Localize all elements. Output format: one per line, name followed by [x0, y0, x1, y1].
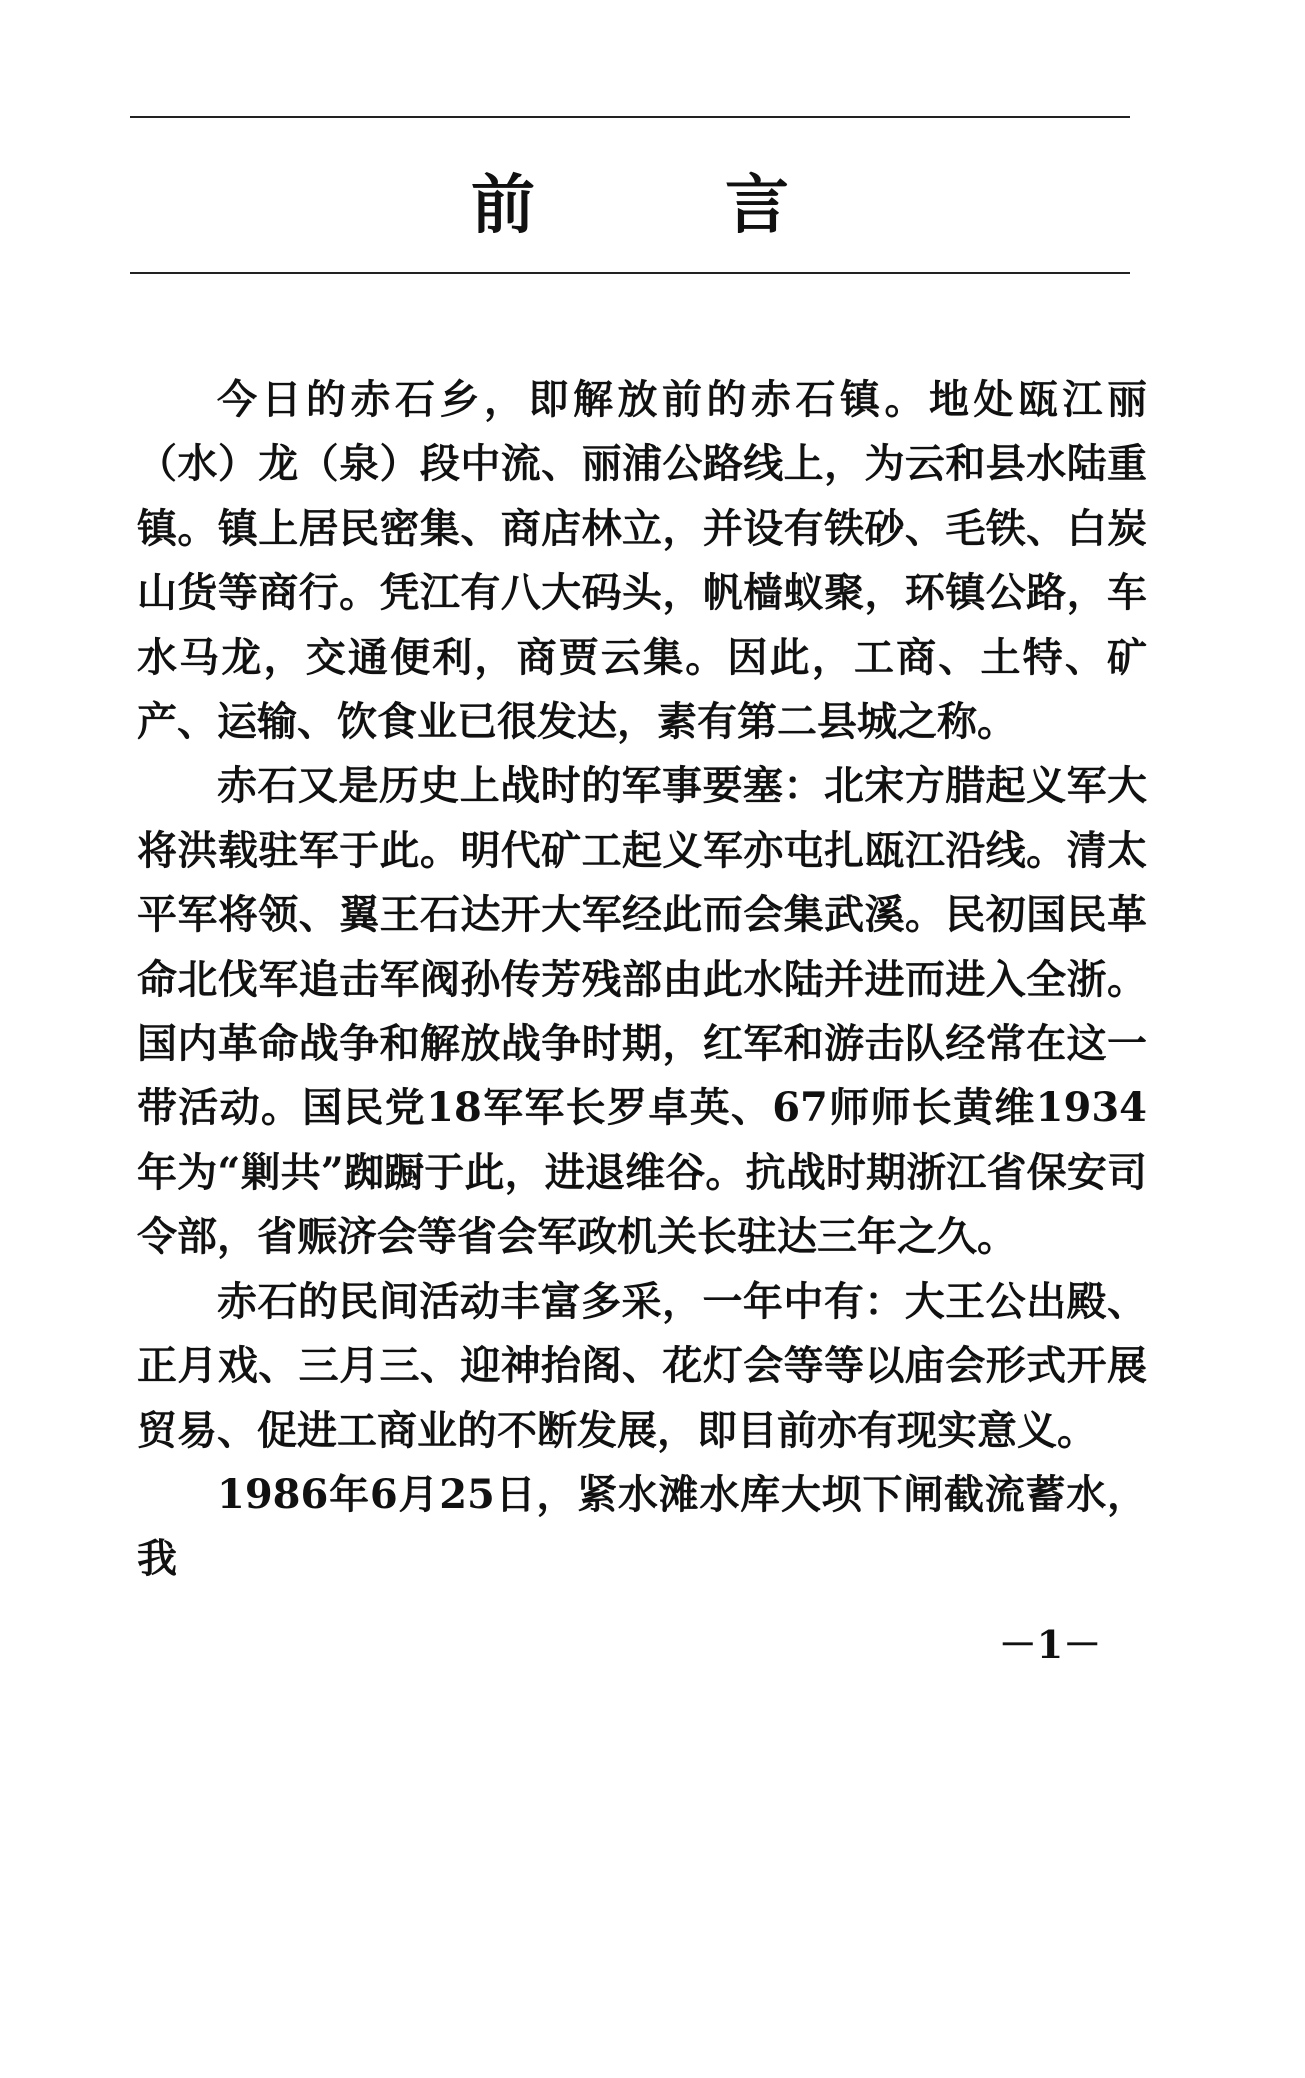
page-number: －1－: [998, 1622, 1102, 1667]
paragraph-2: 赤石又是历史上战时的军事要塞：北宋方腊起义军大将洪载驻军于此。明代矿工起义军亦屯扎瓯江沿线。清太平军将领、翼王石达开大军经此而会集武溪。民初国民革命北伐军追击军阀孙传芳残部由此水陆并进而进入全浙。国内革命战争和解放战争时期，红军和游击队经常在这一带活动。国民党18军军长罗卓英、67师师长黄维1934年为“剿共”踟蹰于此，进退维谷。抗战时期浙江省保安司令部，省赈济会等省会军政机关长驻达三年之久。: [137, 762, 1147, 1261]
title-char-2: 言: [725, 168, 789, 243]
page-title: [130, 150, 1130, 250]
top-rule: [130, 116, 1130, 118]
paragraph-3: 赤石的民间活动丰富多采，一年中有：大王公出殿、正月戏、三月三、迎神抬阁、花灯会等等以庙会形式开展贸易、促进工商业的不断发展，即目前亦有现实意义。: [137, 1277, 1147, 1454]
paragraph-4: 1986年6月25日，紧水滩水库大坝下闸截流蓄水，我: [137, 1470, 1147, 1583]
bottom-rule: [130, 272, 1130, 274]
paragraph-1: 今日的赤石乡，即解放前的赤石镇。地处瓯江丽（水）龙（泉）段中流、丽浦公路线上，为云和县水陆重镇。镇上居民密集、商店林立，并设有铁砂、毛铁、白炭山货等商行。凭江有八大码头，帆樯蚁聚，环镇公路，车水马龙，交通便利，商贾云集。因此，工商、土特、矿产、运输、饮食业已很发达，素有第二县城之称。: [137, 376, 1147, 746]
body-text: [137, 368, 1147, 1592]
title-char-1: 前: [471, 168, 535, 243]
